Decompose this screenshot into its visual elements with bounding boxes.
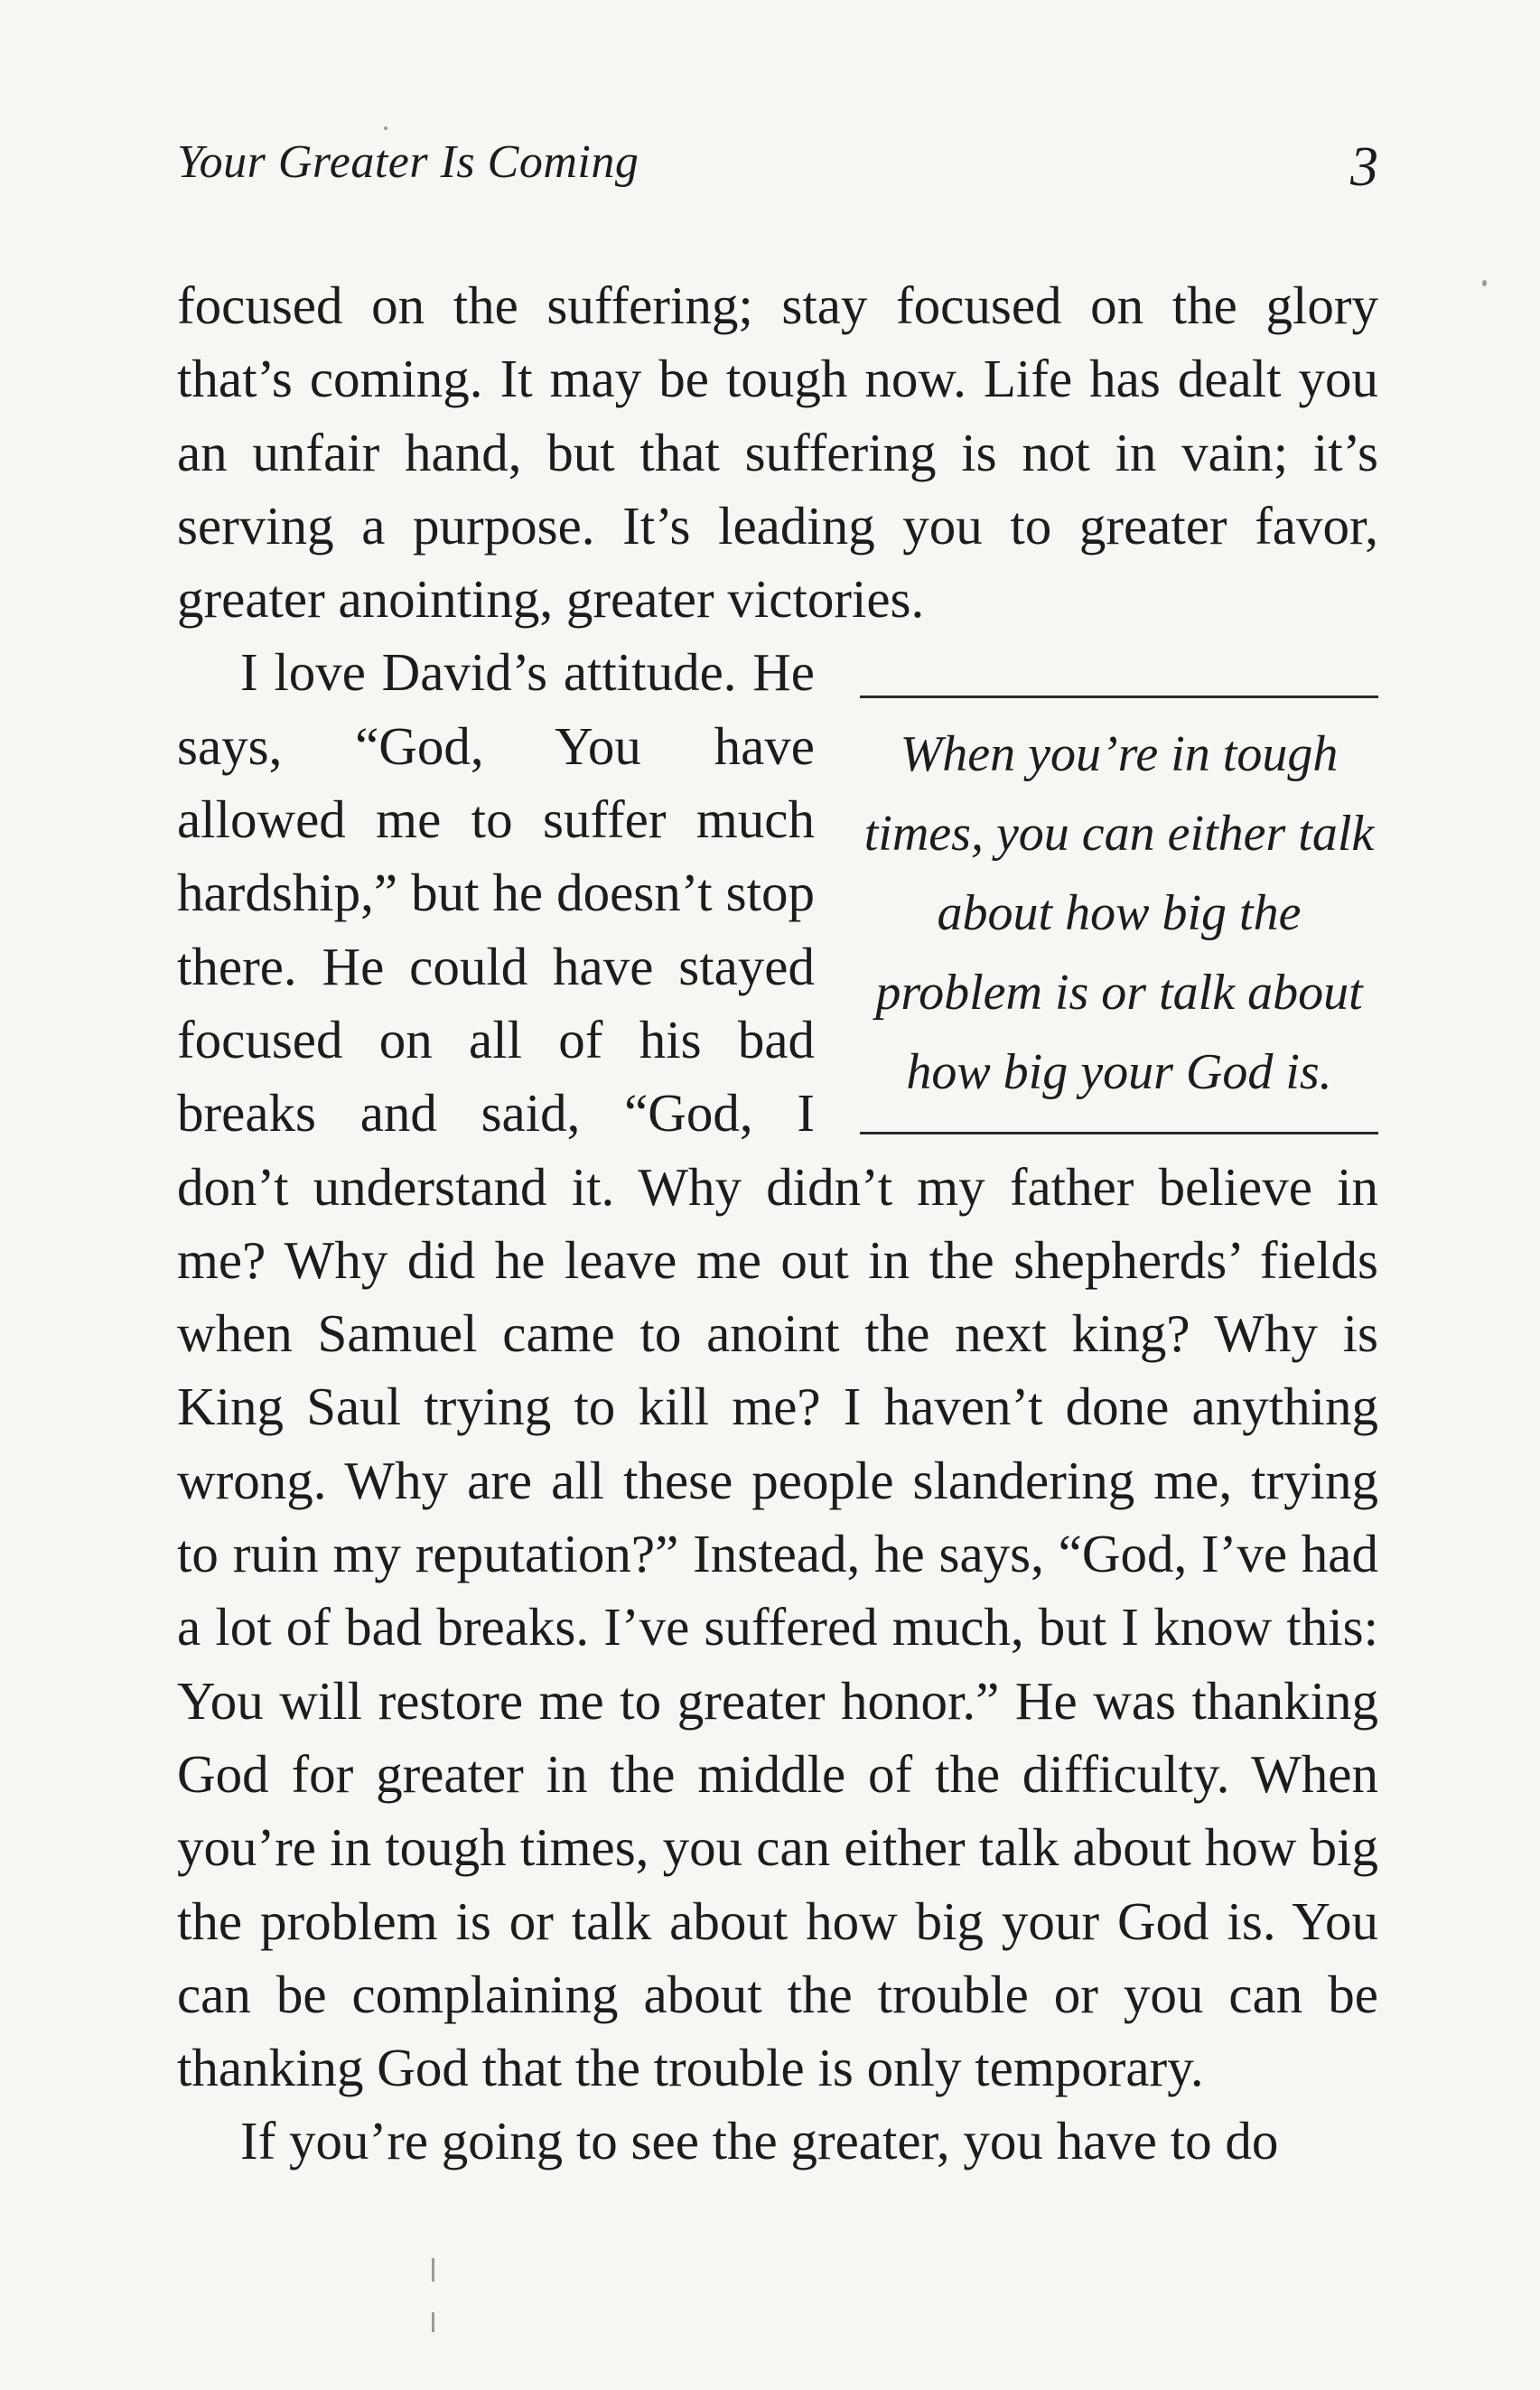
- paragraph-3: If you’re going to see the greater, you have to do: [240, 2111, 1279, 2171]
- paragraph-2: [177, 636, 1378, 2105]
- paragraph-1: focused on the suffering; stay focused on the glory that’s coming. It may be tough now. Life has dealt you an unfair hand, but that suffering is not in vain; it’s serving a purpose. It’s leading you to greater favor, greater anointing, greater victories.: [177, 275, 1378, 630]
- page-number: 3: [1350, 136, 1378, 198]
- running-head: [177, 135, 1378, 208]
- running-title: Your Greater Is Coming: [177, 136, 639, 188]
- scan-speck: [1482, 280, 1487, 286]
- body-text: [177, 269, 1378, 2179]
- paragraph-2-text: I love David’s attitude. He says, “God, You have allowed me to suffer much hardship,” but he doesn’t stop there. He could have stayed focused on all of his bad breaks and said, “God, I don’t understand it. Why didn’t my father believe in me? Why did he leave me out in the shepherds’ fields when Samuel came to anoint the next king? Why is King Saul trying to kill me? I haven’t done anything wrong. Why are all these people slandering me, trying to ruin my reputation?” Instead, he says, “God, I’ve had a lot of bad breaks. I’ve suffered much, but I know this: You will restore me to greater honor.” He was thanking God for greater in the middle of the difficulty. When you’re in tough times, you can either talk about how big the problem is or talk about how big your God is. You can be complaining about the trouble or you can be thanking God that the trouble is only temporary.: [177, 642, 1378, 2098]
- scan-mark: [432, 2258, 434, 2282]
- scan-speck: [384, 126, 387, 130]
- scan-mark: [432, 2312, 434, 2332]
- pull-quote: When you’re in tough times, you can either talk about how big the problem is or talk about how big your God is.: [860, 696, 1378, 1134]
